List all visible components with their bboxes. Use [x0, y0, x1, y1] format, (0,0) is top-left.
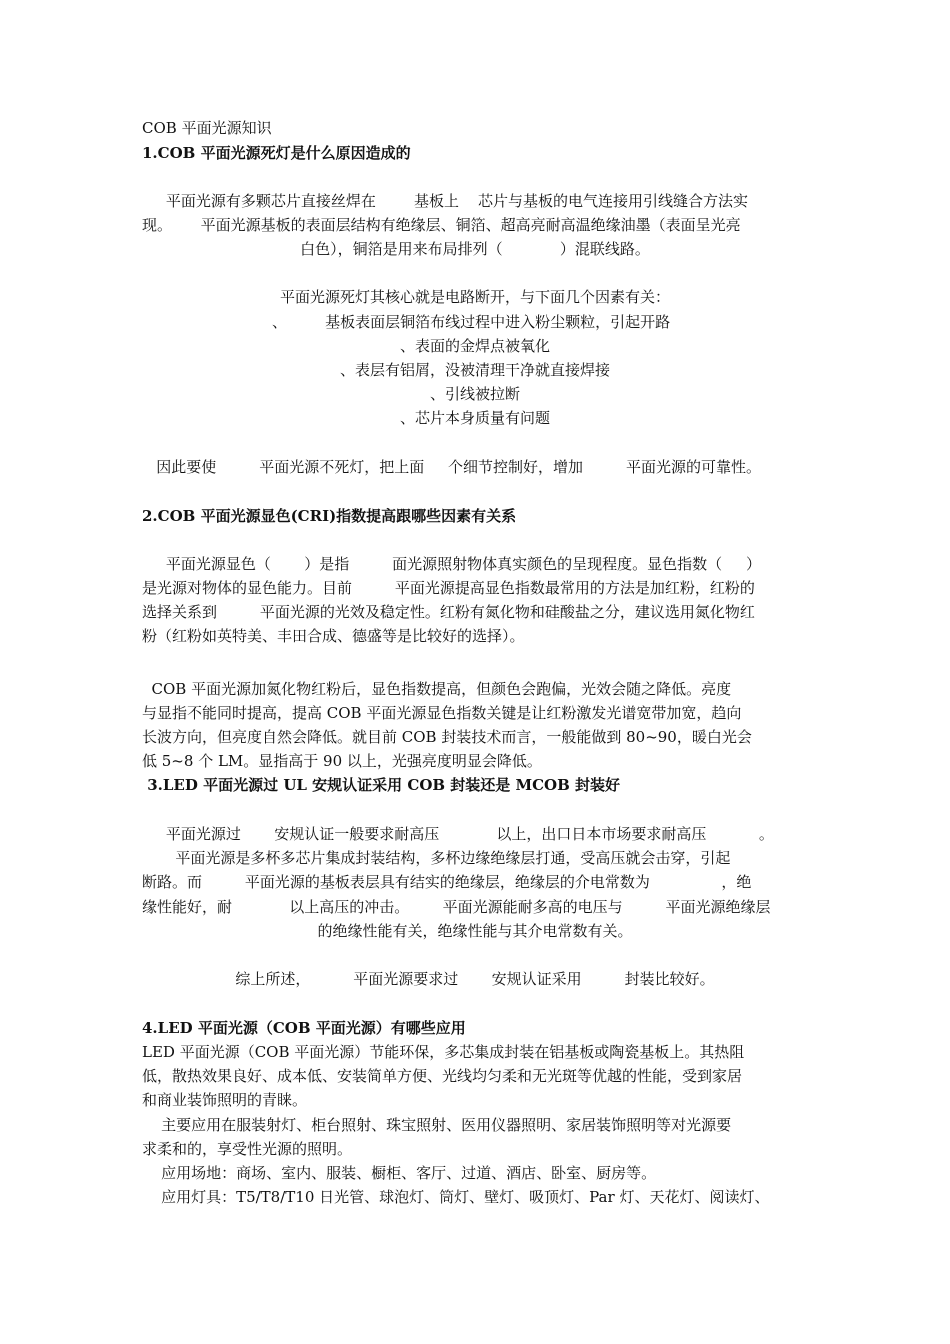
section-2-heading: 2.COB 平面光源显色(CRI)指数提高跟哪些因素有关系 [142, 507, 517, 525]
section-4-paragraph-1-line: 和商业装饰照明的青睐。 [142, 1091, 308, 1109]
section-1-paragraph-1-line: 平面光源有多颗芯片直接丝焊在 基板上 芯片与基板的电气连接用引线缝合方法实 [142, 192, 749, 210]
section-1-paragraph-1-line: 现。 平面光源基板的表面层结构有绝缘层、铜箔、超高亮耐高温绝缘油墨（表面呈光亮 [142, 216, 741, 234]
section-3-conclusion: 综上所述， 平面光源要求过 安规认证采用 封装比较好。 [235, 970, 715, 988]
section-2-paragraph-2-line: COB 平面光源加氮化物红粉后，显色指数提高，但颜色会跑偏，光效会随之降低。亮度 [142, 680, 732, 698]
section-4-paragraph-1-line: LED 平面光源（COB 平面光源）节能环保，多芯集成封装在铝基板或陶瓷基板上。其热阻 [142, 1043, 745, 1061]
section-3-paragraph-1-line: 平面光源是多杯多芯片集成封装结构，多杯边缘绝缘层打通，受高压就会击穿，引起 [142, 849, 731, 867]
section-2-paragraph-1-line: 选择关系到 平面光源的光效及稳定性。红粉有氮化物和硅酸盐之分，建议选用氮化物红 [142, 603, 755, 621]
section-1-heading: 1.COB 平面光源死灯是什么原因造成的 [142, 144, 411, 162]
section-1-list-item: 、表层有铝屑，没被清理干净就直接焊接 [339, 361, 610, 379]
section-1-list-item: 、表面的金焊点被氧化 [399, 337, 550, 355]
section-3-paragraph-1-line: 断路。而 平面光源的基板表层具有结实的绝缘层，绝缘层的介电常数为 ，绝 [142, 873, 752, 891]
section-1-paragraph-1-line: 白色），铜箔是用来布局排列（ ）混联线路。 [300, 240, 650, 258]
section-4-paragraph-4: 应用灯具：T5/T8/T10 日光管、球泡灯、筒灯、壁灯、吸顶灯、Par 灯、天花灯、阅读灯、 [142, 1188, 770, 1206]
section-3-paragraph-1-line: 缘性能好，耐 以上高压的冲击。 平面光源能耐多高的电压与 平面光源绝缘层 [142, 898, 771, 916]
section-2-paragraph-2-line: 与显指不能同时提高，提高 COB 平面光源显色指数关键是让红粉激发光谱宽带加宽，趋向 [142, 704, 742, 722]
section-4-paragraph-2-line: 主要应用在服装射灯、柜台照射、珠宝照射、医用仪器照明、家居装饰照明等对光源要 [142, 1116, 732, 1134]
section-2-paragraph-1-line: 平面光源显色（ ）是指 面光源照射物体真实颜色的呈现程度。显色指数（ ） [142, 555, 761, 573]
section-4-paragraph-3: 应用场地：商场、室内、服装、橱柜、客厅、过道、酒店、卧室、厨房等。 [142, 1164, 657, 1182]
section-3-heading: 3.LED 平面光源过 UL 安规认证采用 COB 封装还是 MCOB 封装好 [142, 776, 621, 794]
section-4-paragraph-1-line: 低，散热效果良好、成本低、安装简单方便、光线均匀柔和无光斑等优越的性能，受到家居 [142, 1067, 743, 1085]
section-3-paragraph-1-line: 平面光源过 安规认证一般要求耐高压 以上，出口日本市场要求耐高压 。 [142, 825, 774, 843]
section-2-paragraph-2-line: 长波方向，但亮度自然会降低。就目前 COB 封装技术而言，一般能做到 80~90，暖白光会 [142, 728, 752, 746]
section-1-conclusion: 因此要使 平面光源不死灯，把上面 个细节控制好，增加 平面光源的可靠性。 [142, 458, 761, 476]
section-3-paragraph-1-line: 的绝缘性能有关，绝缘性能与其介电常数有关。 [317, 922, 633, 940]
section-1-list-intro: 平面光源死灯其核心就是电路断开，与下面几个因素有关： [279, 288, 670, 306]
section-2-paragraph-2-line: 低 5~8 个 LM。显指高于 90 以上，光强亮度明显会降低。 [142, 752, 542, 770]
section-4-paragraph-2-line: 求柔和的，享受性光源的照明。 [142, 1140, 353, 1158]
section-1-list-item: 、引线被拉断 [429, 385, 520, 403]
section-1-list-item: 、芯片本身质量有问题 [399, 409, 550, 427]
section-1-list-item: 、 基板表面层铜箔布线过程中进入粉尘颗粒，引起开路 [272, 313, 671, 331]
section-4-heading: 4.LED 平面光源（COB 平面光源）有哪些应用 [142, 1019, 466, 1037]
section-2-paragraph-1-line: 是光源对物体的显色能力。目前 平面光源提高显色指数最常用的方法是加红粉，红粉的 [142, 579, 755, 597]
doc-title: COB 平面光源知识 [142, 119, 272, 137]
section-2-paragraph-1-line: 粉（红粉如英特美、丰田合成、德盛等是比较好的选择）。 [142, 627, 525, 645]
